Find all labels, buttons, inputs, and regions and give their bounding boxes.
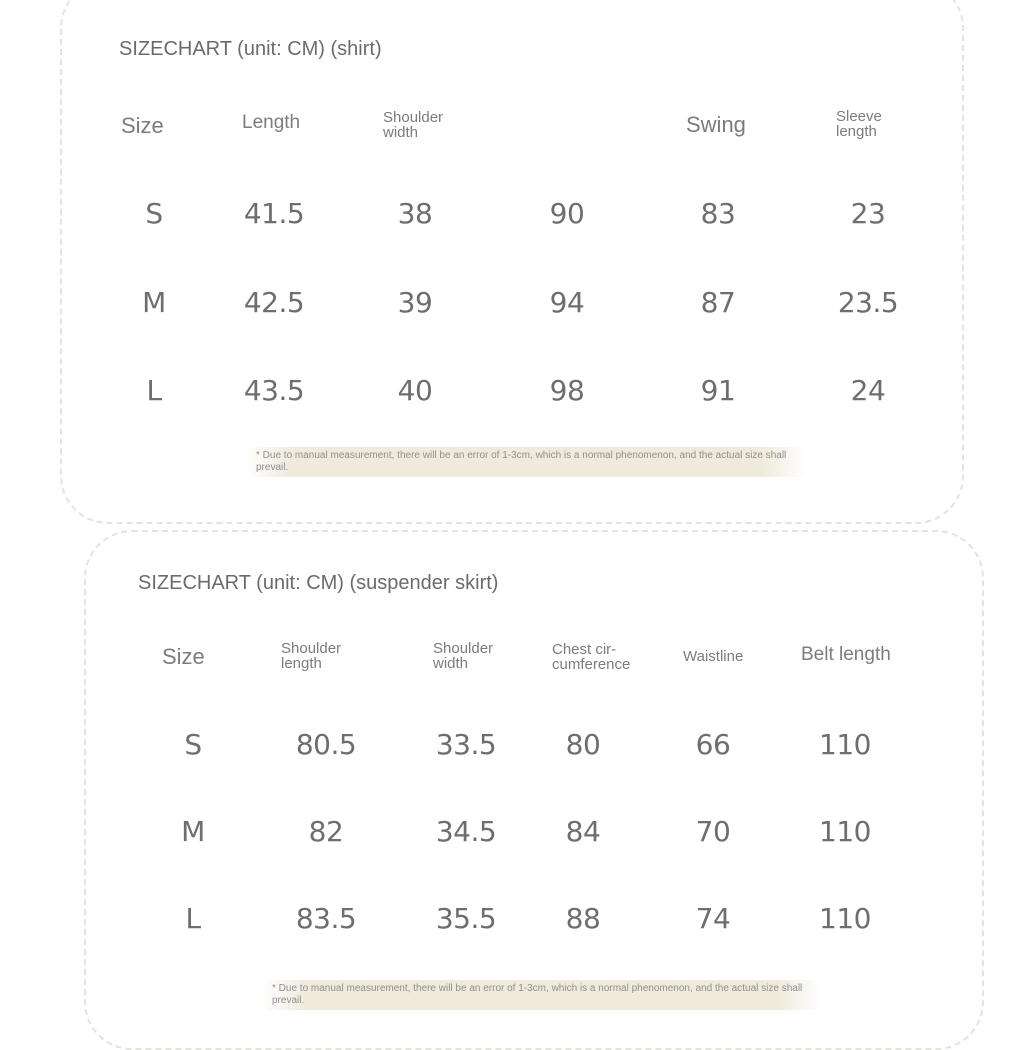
shirt-cell-swing: 83 — [700, 197, 736, 230]
shirt-cell-swing: 87 — [700, 286, 736, 319]
shirt-measurement-note: * Due to manual measurement, there will be an error of 1-3cm, which is a normal phenomenon, and the actual size shall prevail. — [246, 447, 806, 477]
skirt-cell-shoulder-width: 35.5 — [435, 902, 497, 935]
shirt-cell-size: M — [142, 286, 166, 319]
skirt-chart-title: SIZECHART (unit: CM) (suspender skirt) — [138, 572, 499, 594]
skirt-header-shoulder-width: Shoulder width — [433, 640, 494, 672]
shirt-header-swing: Swing — [686, 112, 746, 137]
skirt-measurement-note: * Due to manual measurement, there will be an error of 1-3cm, which is a normal phenomenon, and the actual size shall prevail. — [262, 980, 822, 1010]
shirt-cell-shoulder-width: 40 — [397, 374, 433, 407]
skirt-cell-shoulder-length: 83.5 — [295, 902, 357, 935]
shirt-cell-length: 42.5 — [243, 286, 305, 319]
skirt-cell-size: S — [184, 728, 202, 761]
shirt-cell-shoulder-width: 38 — [397, 197, 433, 230]
skirt-header-shoulder-length: Shoulder length — [281, 640, 342, 672]
skirt-cell-waistline: 74 — [695, 902, 731, 935]
skirt-cell-shoulder-length: 80.5 — [295, 728, 357, 761]
shirt-cell-sleeve-length: 23 — [850, 197, 886, 230]
skirt-cell-shoulder-width: 33.5 — [435, 728, 497, 761]
skirt-cell-belt-length: 110 — [819, 815, 871, 848]
skirt-cell-chest: 84 — [565, 815, 601, 848]
skirt-header-chest-circumference: Chest cir-cumference — [552, 641, 631, 673]
shirt-cell-swing: 91 — [700, 374, 736, 407]
skirt-cell-shoulder-length: 82 — [308, 815, 344, 848]
skirt-header-size: Size — [162, 644, 205, 669]
shirt-header-size: Size — [121, 113, 164, 138]
skirt-size-chart-card — [84, 530, 984, 1050]
shirt-cell-chest: 94 — [549, 286, 585, 319]
shirt-cell-length: 41.5 — [243, 197, 305, 230]
skirt-cell-chest: 80 — [565, 728, 601, 761]
skirt-cell-waistline: 70 — [695, 815, 731, 848]
skirt-cell-size: L — [185, 902, 201, 935]
skirt-cell-belt-length: 110 — [819, 902, 871, 935]
shirt-cell-size: S — [145, 197, 163, 230]
shirt-cell-size: L — [146, 374, 162, 407]
shirt-header-sleeve-length: Sleeve length — [836, 108, 882, 140]
shirt-chart-title: SIZECHART (unit: CM) (shirt) — [119, 38, 382, 60]
shirt-header-length: Length — [242, 112, 301, 133]
shirt-header-shoulder-width: Shoulder width — [383, 109, 444, 141]
skirt-cell-shoulder-width: 34.5 — [435, 815, 497, 848]
shirt-size-chart-card — [60, 0, 964, 524]
skirt-header-belt-length: Belt length — [801, 644, 891, 665]
shirt-cell-chest: 98 — [549, 374, 585, 407]
shirt-cell-shoulder-width: 39 — [397, 286, 433, 319]
shirt-cell-sleeve-length: 23.5 — [837, 286, 899, 319]
shirt-cell-sleeve-length: 24 — [850, 374, 886, 407]
skirt-cell-size: M — [181, 815, 205, 848]
skirt-cell-belt-length: 110 — [819, 728, 871, 761]
shirt-cell-length: 43.5 — [243, 374, 305, 407]
skirt-cell-chest: 88 — [565, 902, 601, 935]
skirt-header-waistline: Waistline — [683, 648, 744, 665]
skirt-cell-waistline: 66 — [695, 728, 731, 761]
shirt-cell-chest: 90 — [549, 197, 585, 230]
